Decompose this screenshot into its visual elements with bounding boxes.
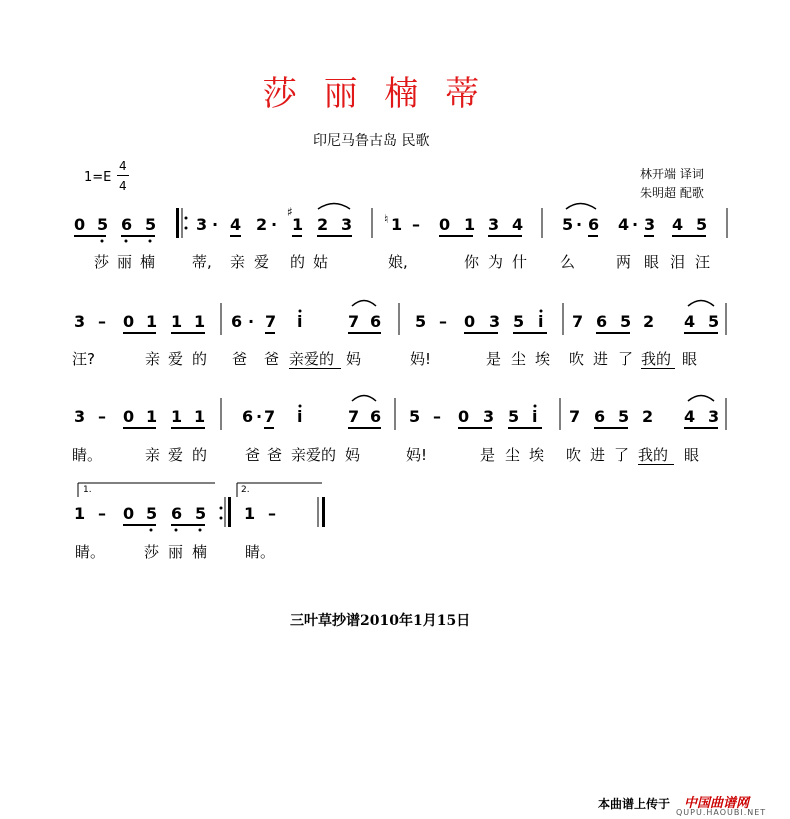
lyric-syllable: 的 [192, 446, 208, 464]
lyric-syllable: 丽 [117, 253, 133, 271]
svg-text:·: · [271, 215, 278, 234]
svg-text:7: 7 [348, 312, 360, 331]
lyric-syllable: 尘 [505, 446, 521, 464]
svg-text:6: 6 [588, 215, 600, 234]
lyric-syllable: 什 [512, 253, 528, 271]
lyric-syllable: 了 [618, 350, 634, 368]
svg-text:6: 6 [171, 504, 183, 523]
svg-text:·: · [256, 407, 263, 426]
svg-text:5: 5 [696, 215, 708, 234]
svg-text:1: 1 [171, 407, 183, 426]
svg-text:7: 7 [265, 312, 277, 331]
svg-text:3: 3 [74, 407, 86, 426]
lyric-syllable: 妈! [406, 446, 428, 464]
svg-text:4: 4 [512, 215, 524, 234]
svg-text:i: i [532, 407, 538, 426]
svg-text:i: i [538, 312, 544, 331]
lyric-syllable: 眼 [644, 253, 660, 271]
svg-text:3: 3 [483, 407, 495, 426]
svg-text:3: 3 [708, 407, 720, 426]
lyric-underline [641, 368, 675, 369]
lyric-syllable-group: 亲爱的 [289, 350, 335, 368]
lyric-syllable: 睛。 [75, 543, 106, 561]
lyric-syllable: 尘 [511, 350, 527, 368]
song-origin: 印尼马鲁古岛 民歌 [313, 133, 430, 149]
svg-text:2: 2 [643, 312, 655, 331]
svg-text:·: · [576, 215, 583, 234]
svg-text:i: i [297, 312, 303, 331]
svg-text:0: 0 [458, 407, 470, 426]
lyric-syllable: 丽 [168, 543, 184, 561]
lyric-syllable: 泪 [670, 253, 686, 271]
svg-text:–: – [433, 407, 441, 426]
credit-lyrics: 林开端 译词 [640, 167, 704, 181]
lyric-syllable: 眼 [682, 350, 698, 368]
svg-text:1: 1 [194, 407, 206, 426]
lyric-syllable-group: 我的 [641, 350, 672, 368]
svg-text:3: 3 [341, 215, 353, 234]
svg-text:4: 4 [684, 312, 696, 331]
svg-text:7: 7 [572, 312, 584, 331]
lyric-syllable: 亲 [145, 350, 161, 368]
lyric-syllable: 楠 [140, 253, 156, 271]
lyric-syllable: 睛。 [72, 446, 103, 464]
svg-text:–: – [98, 504, 106, 523]
svg-text:6: 6 [121, 215, 133, 234]
svg-text:3: 3 [489, 312, 501, 331]
lyric-syllable: 进 [590, 446, 606, 464]
meter-bottom: 4 [119, 179, 127, 193]
svg-text:2: 2 [642, 407, 654, 426]
svg-text:1: 1 [244, 504, 256, 523]
svg-text:4: 4 [230, 215, 242, 234]
svg-text:5: 5 [708, 312, 720, 331]
lyric-syllable: 妈! [410, 350, 432, 368]
svg-text:6: 6 [370, 312, 382, 331]
svg-text:i: i [297, 407, 303, 426]
lyric-syllable: 是 [486, 350, 502, 368]
volta-first-label: 1. [83, 485, 92, 495]
svg-text:5: 5 [146, 504, 158, 523]
svg-text:6: 6 [594, 407, 606, 426]
svg-text:4: 4 [684, 407, 696, 426]
key-signature: 1=E [84, 170, 112, 185]
svg-text:·: · [212, 215, 219, 234]
lyric-syllable: 爸 [264, 350, 280, 368]
lyric-syllable: 吹 [566, 446, 582, 464]
lyric-syllable: 爱 [254, 253, 270, 271]
svg-text:0: 0 [464, 312, 476, 331]
svg-text:5: 5 [145, 215, 157, 234]
meter-top: 4 [119, 159, 127, 173]
svg-text:6: 6 [370, 407, 382, 426]
score-system-1 [74, 204, 727, 243]
svg-text:3: 3 [644, 215, 656, 234]
site-url[interactable]: QUPU.HAOUBI.NET [676, 808, 767, 817]
svg-text:5: 5 [97, 215, 109, 234]
svg-text:1: 1 [292, 215, 304, 234]
score-system-4 [74, 483, 325, 532]
lyric-syllable: 娘, [388, 253, 408, 271]
svg-text:–: – [98, 312, 106, 331]
transcription-note: 三叶草抄谱2010年1月15日 [290, 613, 471, 629]
lyric-syllable: 两 [616, 253, 632, 271]
lyric-syllable: 蒂, [192, 253, 212, 271]
svg-text:1: 1 [464, 215, 476, 234]
svg-text:2: 2 [256, 215, 268, 234]
lyric-syllable: 莎 [94, 253, 110, 271]
svg-text:0: 0 [74, 215, 86, 234]
lyric-syllable: 姑 [313, 253, 329, 271]
svg-text:5: 5 [195, 504, 207, 523]
svg-text:·: · [632, 215, 639, 234]
svg-text:–: – [98, 407, 106, 426]
svg-text:6: 6 [596, 312, 608, 331]
svg-text:3: 3 [74, 312, 86, 331]
svg-text:1: 1 [171, 312, 183, 331]
svg-text:7: 7 [569, 407, 581, 426]
lyric-syllable: 的 [192, 350, 208, 368]
svg-text:5: 5 [562, 215, 574, 234]
lyric-syllable: 汪 [695, 253, 711, 271]
svg-text:7: 7 [348, 407, 360, 426]
svg-text:1: 1 [391, 215, 403, 234]
svg-text:0: 0 [123, 504, 135, 523]
upload-label: 本曲谱上传于 [598, 797, 671, 811]
svg-text:0: 0 [123, 407, 135, 426]
svg-text:–: – [412, 215, 420, 234]
score-system-2 [74, 301, 726, 336]
lyric-syllable: 的 [290, 253, 306, 271]
svg-text:♯: ♯ [287, 205, 293, 219]
lyric-syllable: 是 [480, 446, 496, 464]
svg-text:7: 7 [264, 407, 276, 426]
svg-text:–: – [268, 504, 276, 523]
lyric-underline [289, 368, 341, 369]
svg-text:5: 5 [618, 407, 630, 426]
lyric-syllable: 楠 [192, 543, 208, 561]
credit-arrangement: 朱明超 配歌 [640, 186, 704, 200]
svg-text:1: 1 [146, 312, 158, 331]
lyric-syllable: 妈 [346, 350, 362, 368]
svg-text:3: 3 [196, 215, 208, 234]
svg-text:·: · [248, 312, 255, 331]
svg-text:1: 1 [146, 407, 158, 426]
lyric-syllable: 眼 [684, 446, 700, 464]
lyric-syllable: 埃 [529, 446, 545, 464]
lyric-syllable: 了 [614, 446, 630, 464]
volta-second-label: 2. [241, 485, 250, 495]
score-system-3 [74, 396, 726, 431]
svg-text:3: 3 [488, 215, 500, 234]
svg-text:5: 5 [508, 407, 520, 426]
song-title: 莎 丽 楠 蒂 [262, 74, 488, 114]
svg-text:5: 5 [513, 312, 525, 331]
svg-text:–: – [439, 312, 447, 331]
lyric-syllable: 么 [560, 253, 576, 271]
lyric-syllable: 亲 [230, 253, 246, 271]
lyric-syllable: 为 [488, 253, 504, 271]
svg-text:6: 6 [231, 312, 243, 331]
lyric-syllable: 吹 [569, 350, 585, 368]
lyric-syllable-group: 我的 [638, 446, 669, 464]
site-logo[interactable]: 中国曲谱网 [684, 796, 750, 811]
lyric-syllable: 妈 [345, 446, 361, 464]
lyric-syllable: 你 [464, 253, 480, 271]
svg-text:5: 5 [620, 312, 632, 331]
svg-text:4: 4 [672, 215, 684, 234]
lyric-syllable: 埃 [535, 350, 551, 368]
lyric-syllable: 莎 [144, 543, 160, 561]
lyric-syllable: 进 [593, 350, 609, 368]
lyric-syllable-group: 亲爱的 [291, 446, 337, 464]
svg-text:0: 0 [123, 312, 135, 331]
svg-text:6: 6 [242, 407, 254, 426]
lyric-underline [638, 464, 674, 465]
lyric-syllable: 爸 [245, 446, 261, 464]
svg-text:1: 1 [194, 312, 206, 331]
svg-text:4: 4 [618, 215, 630, 234]
lyric-syllable: 汪? [72, 350, 95, 368]
lyric-syllable: 睛。 [245, 543, 276, 561]
lyric-syllable: 爸 [232, 350, 248, 368]
lyric-syllable: 亲 [145, 446, 161, 464]
svg-text:♮: ♮ [384, 212, 389, 226]
svg-text:5: 5 [409, 407, 421, 426]
svg-text:5: 5 [415, 312, 427, 331]
lyric-syllable: 爸 [267, 446, 283, 464]
lyric-syllable: 爱 [168, 446, 184, 464]
svg-text:1: 1 [74, 504, 86, 523]
svg-text:0: 0 [439, 215, 451, 234]
lyric-syllable: 爱 [168, 350, 184, 368]
svg-text:2: 2 [317, 215, 329, 234]
